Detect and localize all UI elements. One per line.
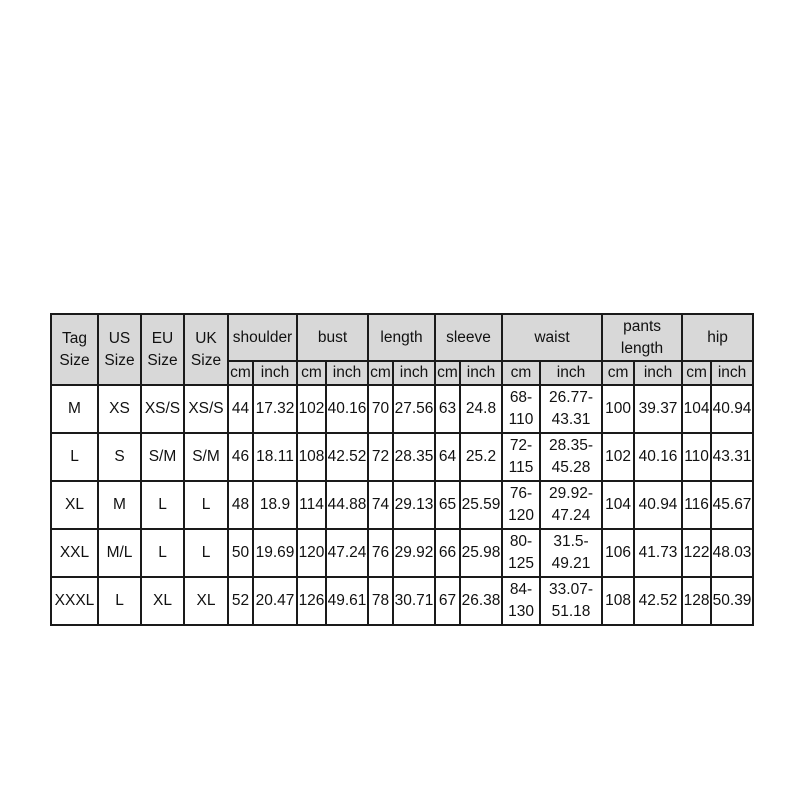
cell-waist-in: 31.5- 49.21 bbox=[540, 529, 602, 577]
cell-tag: XXL bbox=[51, 529, 98, 577]
cell-bust-in: 42.52 bbox=[326, 433, 368, 481]
cell-tag: M bbox=[51, 385, 98, 433]
cell-us: M bbox=[98, 481, 141, 529]
cell-shoulder-in: 18.9 bbox=[253, 481, 297, 529]
cell-eu: S/M bbox=[141, 433, 184, 481]
cell-sleeve-cm: 66 bbox=[435, 529, 460, 577]
cell-shoulder-cm: 48 bbox=[228, 481, 253, 529]
cell-tag: XXXL bbox=[51, 577, 98, 625]
cell-bust-in: 49.61 bbox=[326, 577, 368, 625]
cell-hip-in: 45.67 bbox=[711, 481, 753, 529]
cell-sleeve-in: 25.98 bbox=[460, 529, 502, 577]
unit-cm: cm bbox=[435, 361, 460, 385]
unit-inch: inch bbox=[326, 361, 368, 385]
cell-waist-in: 26.77- 43.31 bbox=[540, 385, 602, 433]
cell-tag: XL bbox=[51, 481, 98, 529]
unit-inch: inch bbox=[711, 361, 753, 385]
header-tag-size: Tag Size bbox=[51, 314, 98, 385]
cell-bust-cm: 114 bbox=[297, 481, 326, 529]
cell-waist-in: 29.92- 47.24 bbox=[540, 481, 602, 529]
cell-waist-in: 33.07- 51.18 bbox=[540, 577, 602, 625]
header-us-size: US Size bbox=[98, 314, 141, 385]
cell-pants-cm: 108 bbox=[602, 577, 634, 625]
cell-eu: L bbox=[141, 481, 184, 529]
cell-shoulder-cm: 46 bbox=[228, 433, 253, 481]
cell-sleeve-cm: 67 bbox=[435, 577, 460, 625]
cell-hip-cm: 110 bbox=[682, 433, 711, 481]
cell-sleeve-in: 26.38 bbox=[460, 577, 502, 625]
cell-shoulder-in: 17.32 bbox=[253, 385, 297, 433]
cell-length-cm: 74 bbox=[368, 481, 393, 529]
header-hip: hip bbox=[682, 314, 753, 361]
cell-shoulder-cm: 50 bbox=[228, 529, 253, 577]
cell-hip-cm: 104 bbox=[682, 385, 711, 433]
table-row bbox=[51, 385, 753, 433]
cell-shoulder-in: 19.69 bbox=[253, 529, 297, 577]
cell-us: XS bbox=[98, 385, 141, 433]
cell-length-in: 29.13 bbox=[393, 481, 435, 529]
unit-inch: inch bbox=[540, 361, 602, 385]
table-row bbox=[51, 577, 753, 625]
header-sleeve: sleeve bbox=[435, 314, 502, 361]
cell-waist-cm: 80- 125 bbox=[502, 529, 540, 577]
cell-waist-cm: 68- 110 bbox=[502, 385, 540, 433]
cell-shoulder-cm: 44 bbox=[228, 385, 253, 433]
unit-inch: inch bbox=[393, 361, 435, 385]
cell-length-cm: 70 bbox=[368, 385, 393, 433]
cell-bust-cm: 102 bbox=[297, 385, 326, 433]
cell-sleeve-cm: 64 bbox=[435, 433, 460, 481]
cell-bust-in: 40.16 bbox=[326, 385, 368, 433]
cell-pants-in: 42.52 bbox=[634, 577, 682, 625]
cell-shoulder-cm: 52 bbox=[228, 577, 253, 625]
cell-hip-cm: 116 bbox=[682, 481, 711, 529]
header-eu-size: EU Size bbox=[141, 314, 184, 385]
cell-tag: L bbox=[51, 433, 98, 481]
header-shoulder: shoulder bbox=[228, 314, 297, 361]
unit-cm: cm bbox=[602, 361, 634, 385]
cell-waist-cm: 84- 130 bbox=[502, 577, 540, 625]
cell-bust-in: 44.88 bbox=[326, 481, 368, 529]
cell-uk: XL bbox=[184, 577, 228, 625]
cell-uk: XS/S bbox=[184, 385, 228, 433]
cell-pants-cm: 106 bbox=[602, 529, 634, 577]
cell-pants-cm: 100 bbox=[602, 385, 634, 433]
cell-length-cm: 76 bbox=[368, 529, 393, 577]
cell-eu: L bbox=[141, 529, 184, 577]
unit-cm: cm bbox=[297, 361, 326, 385]
header-length: length bbox=[368, 314, 435, 361]
header-row-groups bbox=[51, 314, 753, 361]
header-uk-size: UK Size bbox=[184, 314, 228, 385]
cell-pants-in: 41.73 bbox=[634, 529, 682, 577]
cell-length-in: 30.71 bbox=[393, 577, 435, 625]
size-chart-table bbox=[50, 313, 754, 626]
cell-length-in: 28.35 bbox=[393, 433, 435, 481]
table-row bbox=[51, 481, 753, 529]
cell-shoulder-in: 20.47 bbox=[253, 577, 297, 625]
unit-cm: cm bbox=[228, 361, 253, 385]
cell-length-cm: 72 bbox=[368, 433, 393, 481]
cell-uk: L bbox=[184, 529, 228, 577]
unit-cm: cm bbox=[502, 361, 540, 385]
cell-bust-cm: 120 bbox=[297, 529, 326, 577]
cell-pants-cm: 104 bbox=[602, 481, 634, 529]
cell-waist-in: 28.35- 45.28 bbox=[540, 433, 602, 481]
cell-sleeve-cm: 63 bbox=[435, 385, 460, 433]
cell-pants-cm: 102 bbox=[602, 433, 634, 481]
cell-bust-cm: 126 bbox=[297, 577, 326, 625]
cell-sleeve-in: 25.59 bbox=[460, 481, 502, 529]
cell-hip-in: 48.03 bbox=[711, 529, 753, 577]
cell-length-in: 29.92 bbox=[393, 529, 435, 577]
cell-eu: XS/S bbox=[141, 385, 184, 433]
cell-pants-in: 40.16 bbox=[634, 433, 682, 481]
cell-uk: S/M bbox=[184, 433, 228, 481]
unit-inch: inch bbox=[634, 361, 682, 385]
table-header bbox=[51, 314, 753, 385]
table-row bbox=[51, 433, 753, 481]
cell-shoulder-in: 18.11 bbox=[253, 433, 297, 481]
cell-bust-in: 47.24 bbox=[326, 529, 368, 577]
header-bust: bust bbox=[297, 314, 368, 361]
cell-hip-cm: 128 bbox=[682, 577, 711, 625]
cell-sleeve-cm: 65 bbox=[435, 481, 460, 529]
unit-inch: inch bbox=[460, 361, 502, 385]
cell-hip-in: 50.39 bbox=[711, 577, 753, 625]
cell-length-cm: 78 bbox=[368, 577, 393, 625]
cell-hip-cm: 122 bbox=[682, 529, 711, 577]
unit-cm: cm bbox=[368, 361, 393, 385]
cell-us: M/L bbox=[98, 529, 141, 577]
cell-us: S bbox=[98, 433, 141, 481]
cell-sleeve-in: 25.2 bbox=[460, 433, 502, 481]
cell-pants-in: 40.94 bbox=[634, 481, 682, 529]
cell-length-in: 27.56 bbox=[393, 385, 435, 433]
cell-uk: L bbox=[184, 481, 228, 529]
cell-waist-cm: 76- 120 bbox=[502, 481, 540, 529]
header-waist: waist bbox=[502, 314, 602, 361]
cell-bust-cm: 108 bbox=[297, 433, 326, 481]
unit-cm: cm bbox=[682, 361, 711, 385]
cell-sleeve-in: 24.8 bbox=[460, 385, 502, 433]
cell-pants-in: 39.37 bbox=[634, 385, 682, 433]
table-row bbox=[51, 529, 753, 577]
cell-hip-in: 43.31 bbox=[711, 433, 753, 481]
cell-eu: XL bbox=[141, 577, 184, 625]
header-pants-length: pants length bbox=[602, 314, 682, 361]
cell-waist-cm: 72- 115 bbox=[502, 433, 540, 481]
table-body bbox=[51, 385, 753, 625]
cell-hip-in: 40.94 bbox=[711, 385, 753, 433]
cell-us: L bbox=[98, 577, 141, 625]
unit-inch: inch bbox=[253, 361, 297, 385]
